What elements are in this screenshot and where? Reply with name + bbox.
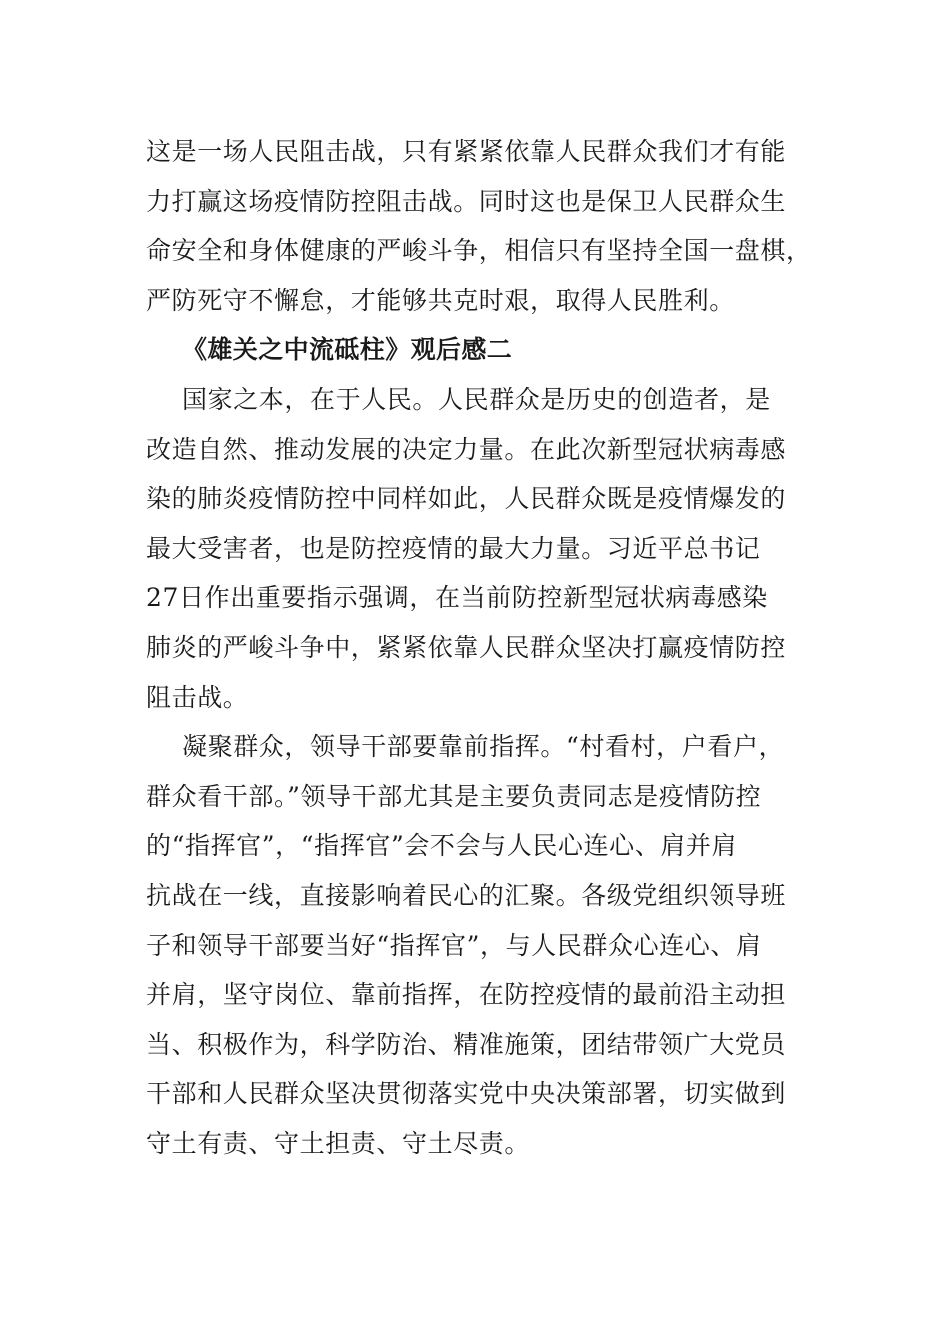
paragraph-2 (146, 375, 806, 722)
text-line: 干部和人民群众坚决贯彻落实党中央决策部署，切实做到 (146, 1079, 787, 1109)
paragraph-continuation (146, 127, 812, 325)
text-line: 抗战在一线，直接影响着民心的汇聚。各级党组织领导班 (146, 880, 787, 910)
text-line: 并肩，坚守岗位、靠前指挥，在防控疫情的最前沿主动担 (146, 980, 787, 1010)
text-line: 染的肺炎疫情防控中同样如此，人民群众既是疫情爆发的 (146, 484, 787, 514)
text-line: 的“指挥官”，“指挥官”会不会与人民心连心、肩并肩 (146, 831, 738, 861)
text-line: 肺炎的严峻斗争中，紧紧依靠人民群众坚决打赢疫情防控 (146, 632, 787, 662)
text-line: 阻击战。 (146, 682, 249, 712)
paragraph-3 (146, 722, 806, 1168)
text-line: 改造自然、推动发展的决定力量。在此次新型冠状病毒感 (146, 434, 787, 464)
text-line: 27日作出重要指示强调，在当前防控新型冠状病毒感染 (146, 583, 768, 613)
text-line: 这是一场人民阻击战，只有紧紧依靠人民群众我们才有能 (146, 137, 787, 166)
text-line: 子和领导干部要当好“指挥官”，与人民群众心连心、肩 (146, 930, 762, 960)
text-line: 守土有责、守土担责、守土尽责。 (146, 1128, 531, 1158)
text-line: 国家之本，在于人民。人民群众是历史的创造者，是 (182, 384, 771, 414)
text-line: 凝聚群众，领导干部要靠前指挥。“村看村，户看户， (182, 732, 785, 762)
text-line: 命安全和身体健康的严峻斗争，相信只有坚持全国一盘棋， (146, 236, 812, 266)
section-heading: 《雄关之中流砥柱》观后感二 (182, 335, 513, 365)
document-body (146, 127, 812, 1168)
text-line: 群众看干部。”领导干部尤其是主要负责同志是疫情防控 (146, 781, 762, 811)
text-line: 当、积极作为，科学防治、精准施策，团结带领广大党员 (146, 1029, 787, 1059)
text-line: 最大受害者，也是防控疫情的最大力量。习近平总书记 (146, 533, 761, 563)
text-line: 严防死守不懈怠，才能够共克时艰，取得人民胜利。 (146, 285, 735, 315)
text-line: 力打赢这场疫情防控阻击战。同时这也是保卫人民群众生 (146, 186, 787, 216)
